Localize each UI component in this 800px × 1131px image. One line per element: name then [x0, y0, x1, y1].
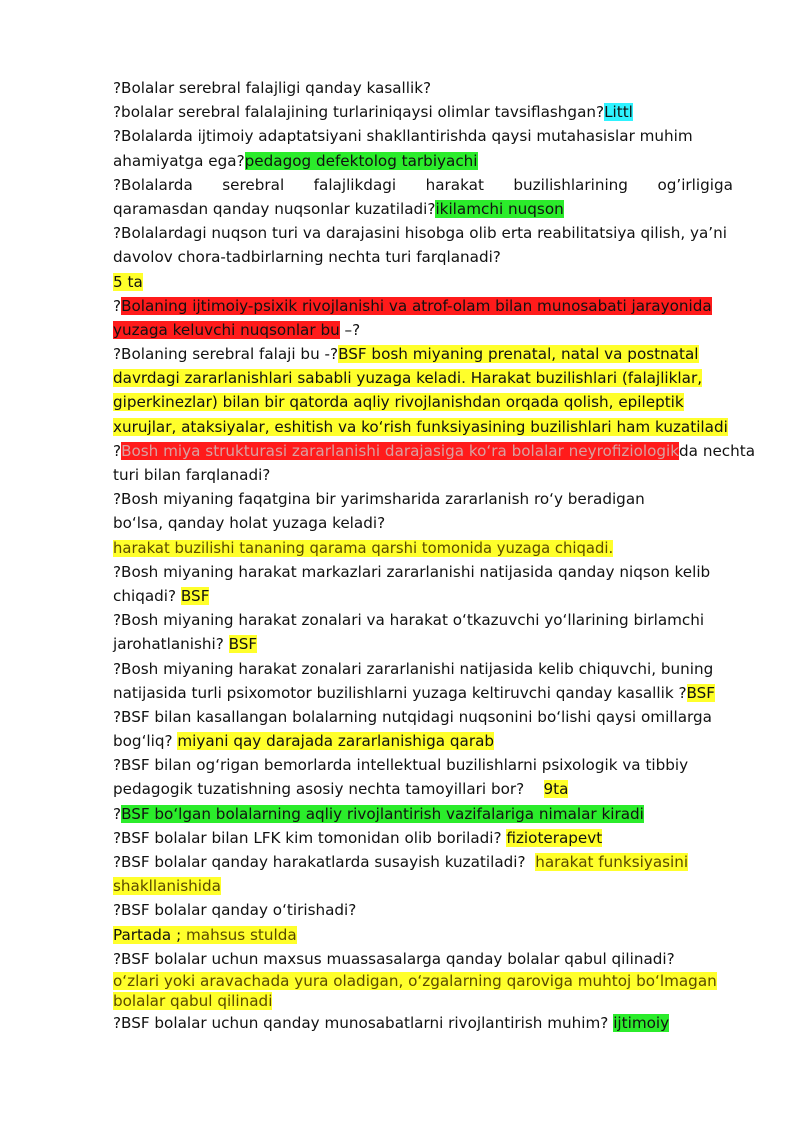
answer-highlight-red: Bosh miya strukturasi zararlanishi darajasiga ko‘ra bolalar neyrofiziologik [121, 441, 680, 460]
question-text: ? [113, 441, 122, 460]
answer-line [113, 923, 733, 947]
question-text: natijasida turli psixomotor buzilishlarni yuzaga keltiruvchi qanday kasallik ? [113, 683, 687, 702]
answer-highlight-yellow: BSF [686, 683, 716, 702]
question-line [113, 777, 733, 801]
question-line [113, 802, 733, 826]
question-text: ?Bolalarda ijtimoiy adaptatsiyani shakllantirishda qaysi mutahasislar muhim [113, 127, 693, 146]
question-line [113, 245, 733, 269]
question-text: ahamiyatga ega? [113, 151, 245, 170]
question-line [113, 221, 733, 245]
word: serebral [222, 175, 285, 194]
question-line [113, 898, 733, 922]
question-line [113, 753, 733, 777]
answer-line [113, 874, 733, 898]
question-line [113, 439, 756, 463]
answer-highlight-yellow: mahsus stulda [186, 925, 297, 944]
answer-highlight-yellow: 5 ta [113, 272, 143, 291]
answer-highlight-yellow: harakat buzilishi tananing qarama qarshi tomonida yuzaga chiqadi. [113, 539, 614, 557]
question-text: qaramasdan qanday nuqsonlar kuzatiladi? [113, 199, 436, 218]
answer-line [113, 366, 733, 390]
answer-highlight-yellow: giperkinezlar) bilan bir qatorda aqliy rivojlanishdan orqada qolish, epileptik [113, 393, 684, 412]
answer-highlight-yellow: bolalar qabul qilinadi [113, 991, 273, 1010]
question-text: ?Bolalar serebral falajligi qanday kasallik? [113, 79, 432, 97]
answer-line [113, 415, 733, 439]
answer-highlight-red: Bolaning ijtimoiy-psixik rivojlanishi va atrof-olam bilan munosabati jarayonida [121, 296, 712, 315]
answer-highlight-green: ikilamchi nuqson [435, 199, 564, 218]
answer-line [113, 390, 733, 414]
answer-highlight-yellow: harakat funksiyasini [535, 853, 689, 871]
question-text: ?BSF bolalar uchun maxsus muassasalarga qanday bolalar qabul qilinadi? [113, 949, 675, 968]
question-line [113, 1011, 733, 1035]
answer-highlight-yellow: o‘zlari yoki aravachada yura oladigan, o‘zgalarning qaroviga muhtoj bo‘lmagan [113, 971, 717, 990]
word: og’irligiga [657, 175, 733, 194]
question-text: ?BSF bilan og‘rigan bemorlarda intellektual buzilishlarni psixologik va tibbiy [113, 756, 689, 775]
answer-highlight-green: pedagog defektolog tarbiyachi [244, 151, 478, 170]
question-line [113, 729, 733, 753]
question-text: chiqadi? [113, 586, 181, 605]
question-text: ?Bosh miyaning harakat zonalari zararlanishi natijasida kelib chiquvchi, buning [113, 659, 714, 678]
answer-highlight-yellow: shakllanishida [113, 877, 221, 896]
answer-line [113, 536, 733, 560]
question-line [113, 318, 733, 342]
question-line [113, 608, 733, 632]
question-text: ?BSF bilan kasallangan bolalarning nutqidagi nuqsonini bo‘lishi qaysi omillarga [113, 707, 712, 726]
question-text: turi bilan farqlanadi? [113, 466, 271, 484]
question-line [113, 100, 733, 124]
answer-highlight-yellow: davrdagi zararlanishlari sababli yuzaga keladi. Harakat buzilishlari (falajliklar, [113, 369, 703, 388]
question-text: da nechta [679, 441, 756, 460]
answer-line [113, 270, 733, 294]
answer-highlight-yellow: BSF bosh miyaning prenatal, natal va postnatal [338, 345, 699, 364]
word: falajlikdagi [313, 175, 397, 194]
question-text: ?Bosh miyaning harakat zonalari va harakat o‘tkazuvchi yo‘llarining birlamchi [113, 611, 705, 630]
question-text: jarohatlanishi? [113, 635, 229, 654]
answer-highlight-yellow: BSF [228, 635, 258, 654]
question-line [113, 584, 733, 608]
question-text: pedagogik tuzatishning asosiy nechta tamoyillari bor? [113, 780, 544, 799]
question-line [113, 197, 733, 221]
question-text: ?BSF bolalar bilan LFK kim tomonidan olib boriladi? [113, 828, 507, 847]
question-line [113, 632, 733, 656]
answer-highlight-yellow: fizioterapevt [506, 828, 603, 847]
question-line [113, 681, 733, 705]
question-text: ?Bosh miyaning harakat markazlari zararlanishi natijasida qanday niqson kelib [113, 562, 711, 581]
answer-highlight-yellow: xurujlar, ataksiyalar, eshitish va ko‘rish funksiyasining buzilishlari ham kuzatiladi [113, 417, 728, 436]
question-line [113, 657, 733, 681]
question-line [113, 149, 733, 173]
word: buzilishlarining [513, 175, 628, 194]
question-line [113, 124, 733, 148]
question-text: ?Bosh miyaning faqatgina bir yarimsharida zararlanish ro‘y beradigan [113, 490, 645, 509]
question-line [113, 487, 733, 511]
question-text: ? [113, 804, 122, 823]
question-text: ?BSF bolalar qanday harakatlarda susayish kuzatiladi? [113, 853, 536, 871]
question-text: ?BSF bolalar uchun qanday munosabatlarni rivojlantirish muhim? [113, 1013, 614, 1032]
document-page [113, 76, 756, 1035]
word: ?Bolalarda [113, 175, 193, 194]
question-line [113, 294, 733, 318]
question-line [113, 511, 733, 535]
answer-highlight-yellow: Partada ; [113, 925, 187, 944]
answer-highlight-red: yuzaga keluvchi nuqsonlar bu [113, 320, 340, 339]
answer-line [113, 991, 733, 1011]
question-text: –? [339, 320, 361, 339]
question-text: ?Bolaning serebral falaji bu -? [113, 345, 339, 364]
word: harakat [425, 175, 484, 194]
question-text: ?Bolalardagi nuqson turi va darajasini hisobga olib erta reabilitatsiya qilish, ya’ni [113, 224, 727, 243]
answer-line [113, 971, 733, 991]
question-line [113, 705, 733, 729]
answer-highlight-yellow: BSF [180, 586, 210, 605]
question-text: ?bolalar serebral falalajining turlariniqaysi olimlar tavsiflashgan? [113, 103, 605, 122]
question-line [113, 560, 733, 584]
answer-highlight-green: BSF bo‘lgan bolalarning aqliy rivojlantirish vazifalariga nimalar kiradi [121, 804, 644, 823]
question-line [113, 826, 733, 850]
question-line [113, 947, 733, 971]
answer-highlight-yellow: miyani qay darajada zararlanishiga qarab [177, 732, 495, 751]
answer-highlight-green: ijtimoiy [613, 1013, 670, 1032]
question-text: ?BSF bolalar qanday o‘tirishadi? [113, 901, 357, 920]
question-line [113, 850, 733, 874]
answer-highlight-cyan: Littl [604, 103, 633, 122]
question-text: bog‘liq? [113, 732, 178, 751]
question-text: ? [113, 296, 122, 315]
question-line [113, 76, 733, 100]
question-text: davolov chora-tadbirlarning nechta turi farqlanadi? [113, 248, 501, 267]
answer-highlight-yellow: 9ta [543, 780, 569, 799]
question-text: bo‘lsa, qanday holat yuzaga keladi? [113, 514, 386, 533]
question-line [113, 463, 733, 487]
question-line-justified [113, 173, 733, 197]
question-line [113, 342, 733, 366]
